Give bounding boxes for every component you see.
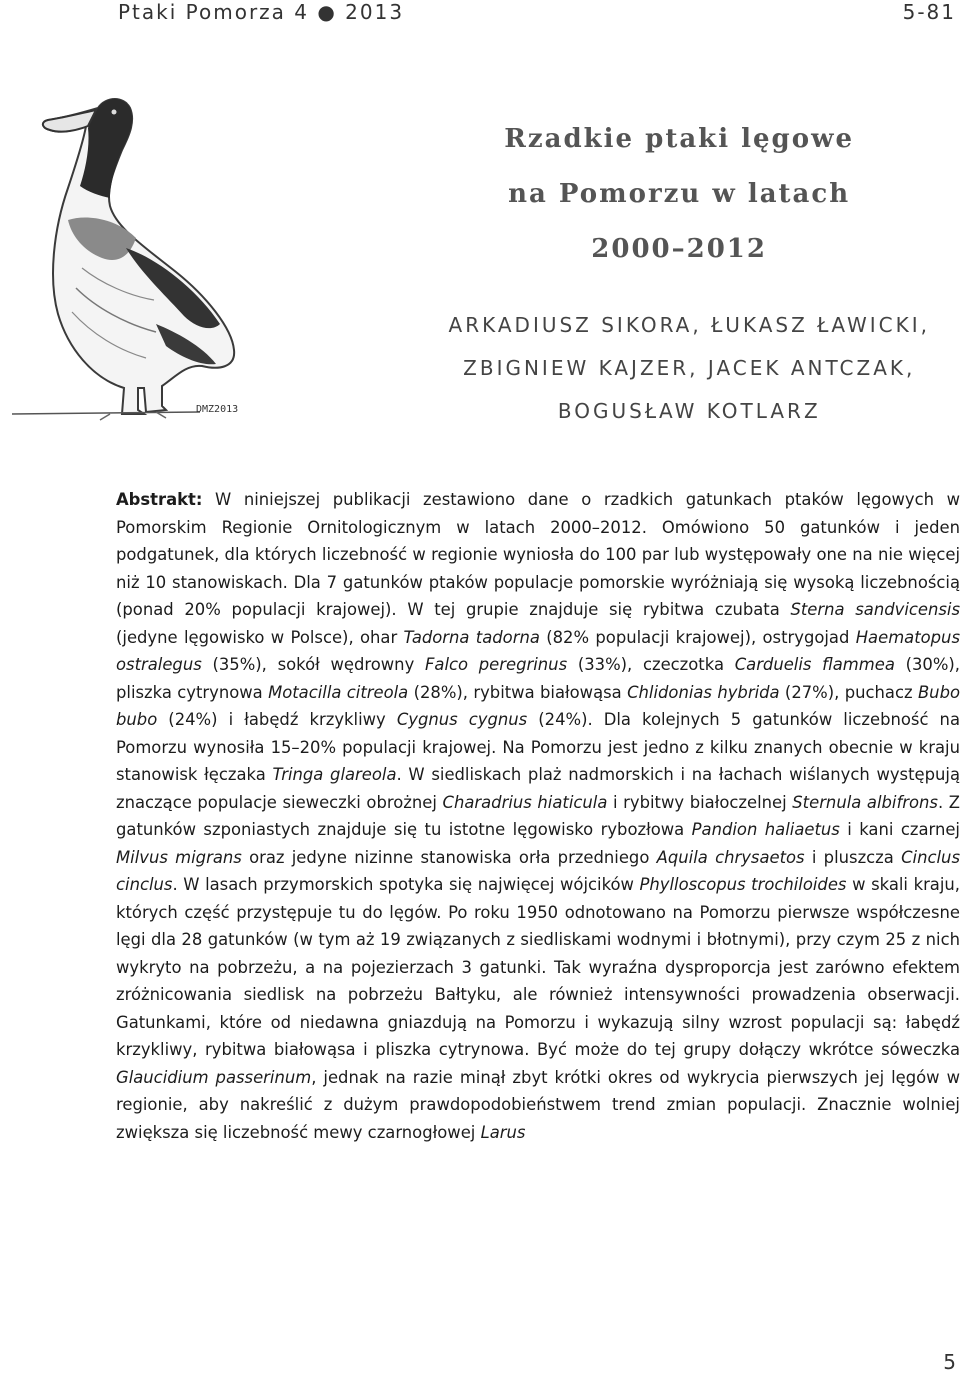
abstract-text: (33%), czeczotka: [567, 655, 735, 674]
abstract-text: . W siedliskach plaż nadmorskich i na łachach wiślanych występują znaczące populacje sieweczki obrożnej: [116, 765, 960, 812]
abstract-label: Abstrakt:: [116, 490, 203, 509]
abstract-text: i kani czarnej: [839, 820, 960, 839]
abstract-text: (35%), sokół wędrowny: [201, 655, 425, 674]
abstract-text: i pluszcza: [804, 847, 902, 867]
abstract-text: W niniejszej publikacji zestawiono dane o rzadkich gatunkach ptaków lęgowych w Pomorskim Regionie Ornitologicznym w latach 2000–2012. Omówiono 50 gatunków i jeden podgatunek, dla których liczebność w regionie wyniosła do 100 par lub występowały one na nie więcej niż 10 stanowiskach. Dla 7 gatunków ptaków populacje pomorskie wyróżniają się wysoką liczebnością (ponad 20% populacji krajowej). W tej grupie znajduje się rybitwa czubata: [116, 490, 960, 619]
species-name: Pandion haliaetus: [691, 820, 840, 839]
species-name: Cygnus cygnus: [396, 710, 528, 729]
abstract-text: i rybitwy białoczelnej: [607, 792, 793, 812]
author-line: BOGUSŁAW KOTLARZ: [557, 399, 821, 423]
species-name: Sternula albifrons: [792, 792, 938, 812]
abstract-text: , jednak na razie minął zbyt krótki okres od wykrycia pierwszych jej lęgów w regionie, aby nakreślić z dużym prawdopodobieństwem trend zmian populacji. Znacznie wolniej zwiększa się liczebność mewy czarnogłowej: [116, 1067, 960, 1142]
species-name: Chlidonias hybrida: [627, 682, 780, 702]
abstract-body: [116, 490, 960, 1142]
page-number: 5: [943, 1350, 956, 1374]
abstract-text: (24%) i łabędź krzykliwy: [157, 710, 397, 729]
species-name: Milvus migrans: [116, 847, 242, 867]
species-name: Carduelis flammea: [734, 655, 895, 674]
abstract-text: w skali kraju, których część przystępuje tu do lęgów. Po roku 1950 odnotowano na Pomorzu pierwsze współczesne lęgi dla 28 gatunków (w tym aż 19 związanych z siedliskami wodnymi i błotnymi), przy czym 25 z nich wykryto na pobrzeżu, a na pojezierzach 3 gatunki. Tak wyraźna dysproporcja jest zarówno efektem zróżnicowania siedlisk na pobrzeżu Bałtyku, ale również intensywności prowadzenia obserwacji. Gatunkami, które od niedawna gniazdują na Pomorzu i wykazują silny wzrost populacji są: łabędź krzykliwy, rybitwa białowąsa i pliszka cytrynowa. Być może do tej grupy dołączy wkrótce sóweczka: [116, 875, 960, 1059]
species-name: Glaucidium passerinum: [116, 1067, 312, 1087]
abstract-text: oraz jedyne nizinne stanowiska orła przedniego: [241, 847, 657, 867]
abstract-text: (27%), puchacz: [779, 682, 918, 702]
title-line: Rzadkie ptaki lęgowe: [504, 124, 854, 154]
abstract-text: (82% populacji krajowej), ostrygojad: [539, 627, 856, 647]
abstract-text: (30%), pliszka cytrynowa: [116, 655, 960, 702]
species-name: Sterna sandvicensis: [790, 600, 960, 619]
species-name: Haematopus ostralegus: [116, 627, 960, 674]
abstract-paragraph: [116, 486, 960, 1146]
author-line: ZBIGNIEW KAJZER, JACEK ANTCZAK,: [463, 356, 916, 380]
artist-signature: DMZ2013: [196, 404, 239, 415]
abstract-text: (28%), rybitwa białowąsa: [408, 682, 628, 702]
running-header: [118, 0, 956, 28]
species-name: Tringa glareola: [272, 765, 397, 784]
species-name: Tadorna tadorna: [403, 627, 540, 647]
species-name: Bubo bubo: [116, 682, 960, 729]
species-name: Cinclus cinclus: [116, 847, 960, 894]
abstract-text: (jedyne lęgowisko w Polsce), ohar: [116, 627, 404, 647]
species-name: Charadrius hiaticula: [442, 792, 608, 812]
species-name: Motacilla citreola: [268, 682, 409, 702]
species-name: Phylloscopus trochiloides: [639, 875, 847, 894]
species-name: Larus: [480, 1122, 526, 1142]
author-list: [449, 304, 930, 433]
author-line: ARKADIUSZ SIKORA, ŁUKASZ ŁAWICKI,: [448, 313, 930, 337]
species-name: Aquila chrysaetos: [656, 847, 805, 867]
article-title: [504, 112, 854, 277]
journal-name: Ptaki Pomorza 4 ● 2013: [118, 0, 405, 24]
title-line: na Pomorzu w latach: [508, 179, 851, 209]
page-range: 5-81: [902, 0, 956, 24]
abstract-text: . Z gatunków szponiastych znajduje się tu istotne lęgowisko rybozłowa: [116, 792, 960, 839]
species-name: Falco peregrinus: [425, 655, 568, 674]
shelduck-drawing-icon: [6, 88, 246, 428]
title-line: 2000–2012: [591, 234, 767, 264]
abstract-text: (24%). Dla kolejnych 5 gatunków liczebność na Pomorzu wynosiła 15–20% populacji krajowej. Na Pomorzu jest jedno z kilku znanych obecnie w kraju stanowisk łęczaka: [116, 710, 960, 784]
abstract-text: . W lasach przymorskich spotyka się najwięcej wójcików: [172, 875, 640, 894]
